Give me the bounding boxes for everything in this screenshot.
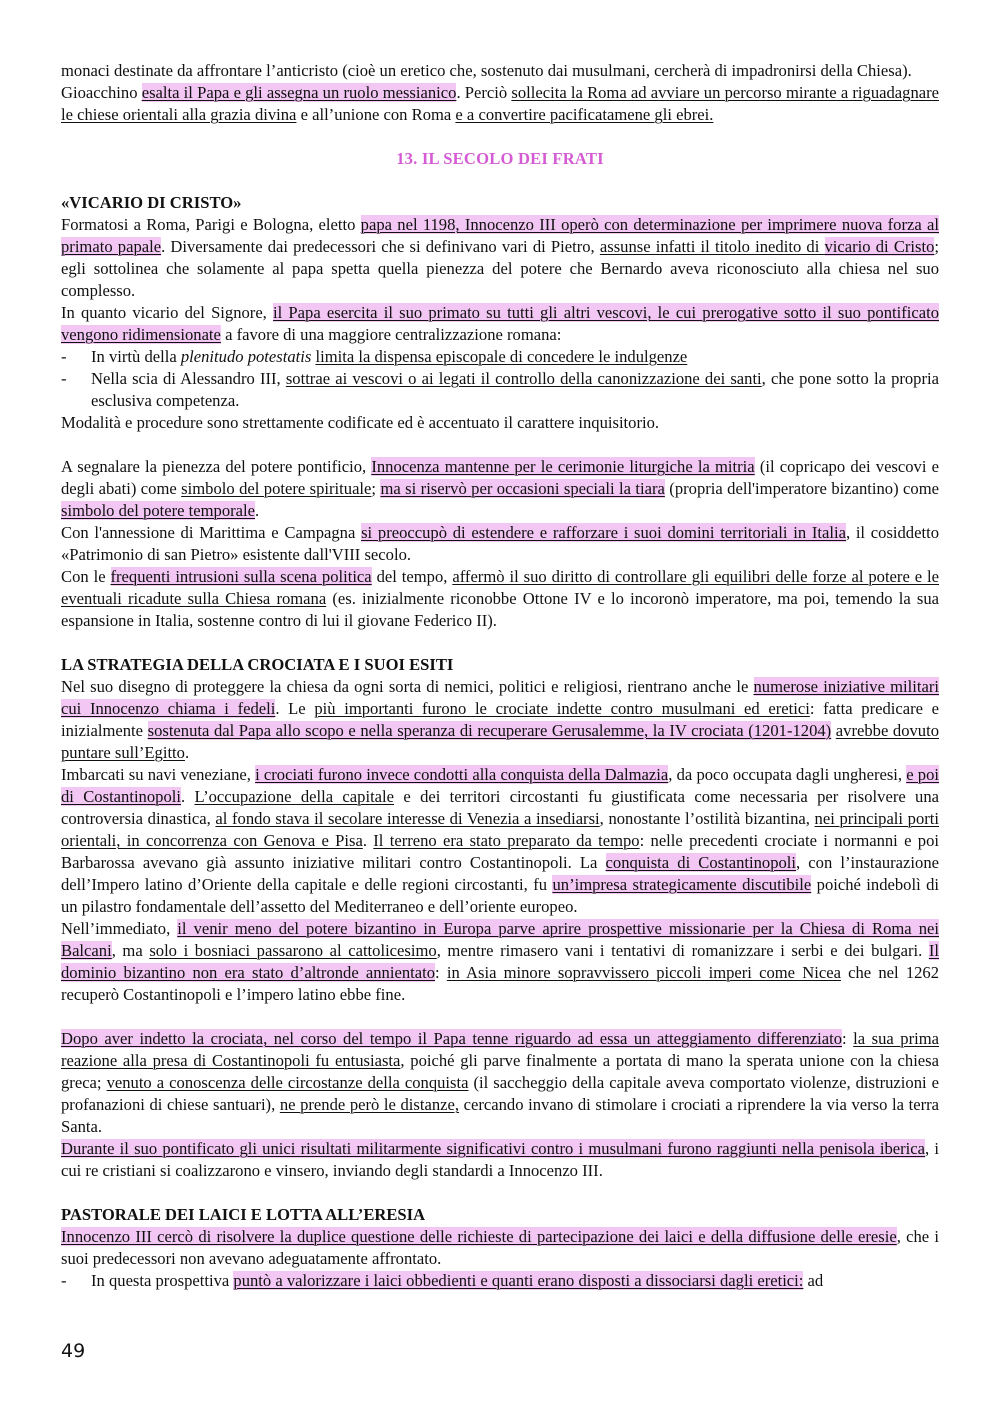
underlined-text: sottrae ai vescovi o ai legati il controllo della canonizzazione dei santi — [285, 369, 762, 388]
text: . — [180, 787, 195, 806]
text: , mentre rimasero vani i tentativi di romanizzare i serbi e dei bulgari. — [436, 941, 929, 960]
highlighted-text: i crociati furono invece condotti alla conquista della Dalmazia — [255, 765, 669, 784]
text: , che i suoi predecessori non avevano adeguatamente affrontato. — [61, 1227, 939, 1268]
paragraph — [61, 676, 939, 764]
text: . — [184, 743, 190, 762]
text: , il cosiddetto «Patrimonio di san Pietro» esistente dall'VIII secolo. — [61, 523, 939, 564]
page-number: 49 — [61, 1340, 86, 1362]
text: Nel suo disegno di proteggere la chiesa da ogni sorta di nemici, politici e religiosi, rientrano anche le — [61, 677, 754, 696]
text: (propria dell'imperatore bizantino) come — [664, 479, 939, 498]
underlined-text: L’occupazione della capitale — [194, 787, 395, 806]
underlined-text: venuto a conoscenza delle circostanze della conquista — [106, 1073, 469, 1092]
paragraph — [61, 456, 939, 522]
text: , i cui re cristiani si coalizzarono e vinsero, inviando degli standardi a Innocenzo III. — [61, 1139, 939, 1180]
highlighted-text: Dopo aver indetto la crociata, nel corso del tempo il Papa tenne riguardo ad essa un atteggiamento differenziato — [61, 1029, 842, 1048]
text: , che pone sotto la propria esclusiva competenza. — [91, 369, 939, 410]
highlighted-text: un’impresa strategicamente discutibile — [552, 875, 812, 894]
blank-line — [61, 434, 939, 456]
highlighted-text: esalta il Papa e gli assegna un ruolo messianico — [141, 83, 457, 102]
paragraph — [61, 1138, 939, 1182]
text: . Le — [275, 699, 315, 718]
text: che nel 1262 recuperò Costantinopoli e l’impero latino ebbe fine. — [61, 963, 940, 1004]
paragraph — [61, 566, 939, 632]
text: e dei territori circostanti fu giustificata come necessaria per risolvere una controversia dinastica, — [61, 787, 940, 828]
highlighted-text: conquista di Costantinopoli — [605, 853, 797, 872]
text: (es. inizialmente riconobbe Ottone IV e lo incoronò imperatore, ma poi, temendo la sua espansione in Italia, sostenne contro di lui il giovane Federico II). — [61, 589, 939, 630]
text: ; egli sottolinea che solamente al papa spetta quella pienezza del potere che Bernardo aveva riconosciuto alla chiesa nel suo complesso. — [61, 237, 940, 300]
blank-line — [61, 1006, 939, 1028]
underlined-text: nei principali porti orientali, in concorrenza con Genova e Pisa — [61, 809, 940, 850]
dash-list — [61, 346, 939, 412]
text: , poiché gli parve finalmente a portata di mano la sperata unione con la chiesa greca; — [61, 1051, 939, 1092]
text: Modalità e procedure sono strettamente codificate ed è accentuato il carattere inquisitorio. — [61, 413, 660, 432]
text: A segnalare la pienezza del potere pontificio, — [61, 457, 372, 476]
paragraph — [61, 302, 939, 346]
highlighted-text: numerose iniziative militari cui Innocenzo chiama i fedeli — [61, 677, 939, 718]
underlined-text: simbolo del potere spirituale — [181, 479, 372, 498]
list-item — [61, 1270, 939, 1292]
text: Imbarcati su navi veneziane, — [61, 765, 256, 784]
highlighted-text: papa nel 1198, Innocenzo III operò con determinazione per imprimere nuova forza al primato papale — [61, 215, 939, 256]
text: Con l'annessione di Marittima e Campagna — [61, 523, 362, 542]
underlined-text: e a convertire pacificatamene gli ebrei. — [455, 105, 714, 124]
paragraph — [61, 918, 939, 1006]
paragraph — [61, 1226, 939, 1270]
highlighted-text: puntò a valorizzare i laici obbedienti e quanti erano disposti a dissociarsi dagli eretici: — [233, 1271, 804, 1290]
underlined-text: la sua prima reazione alla presa di Costantinopoli fu entusiasta — [61, 1029, 939, 1070]
text: : fatta predicare e inizialmente — [61, 699, 940, 740]
underlined-text: assunse infatti il titolo inedito di — [599, 237, 825, 256]
underlined-text: ne prende però le distanze, — [279, 1095, 460, 1114]
text: In quanto vicario del Signore, — [61, 303, 274, 322]
underlined-text: al fondo stava il secolare interesse di Venezia a insediarsi — [215, 809, 600, 828]
underlined-text: affermò il suo diritto di controllare gli equilibri delle forze al potere e le eventuali ricadute sulla Chiesa romana — [61, 567, 940, 608]
highlighted-text: sostenuta dal Papa allo scopo e nella speranza di recuperare Gerusalemme, la IV crociata (1201-1204) — [147, 721, 832, 740]
text: . — [255, 501, 260, 520]
text: . Perciò — [456, 83, 512, 102]
text: ; — [371, 479, 381, 498]
paragraph — [61, 522, 939, 566]
paragraph — [61, 214, 939, 302]
text: . — [362, 831, 374, 850]
highlighted-text: il venir meno del potere bizantino in Europa parve aprire prospettive missionarie per la Chiesa di Roma nei Balcani — [61, 919, 939, 960]
highlighted-text: il Papa esercita il suo primato su tutti gli altri vescovi, le cui prerogative sotto il suo pontificato vengono ridimensionate — [61, 303, 939, 344]
text: monaci destinate da affrontare l’anticristo (cioè un eretico che, sostenuto dai musulmani, cercherà di impadronirsi della Chiesa). — [61, 61, 912, 80]
text: In questa prospettiva — [91, 1271, 234, 1290]
underlined-text: in Asia minore sopravvissero piccoli imperi come Nicea — [446, 963, 841, 982]
text: : — [435, 963, 447, 982]
underlined-text: limita la dispensa episcopale di concedere le indulgenze — [315, 347, 688, 366]
text: In virtù della — [91, 347, 181, 366]
text: , ma — [111, 941, 150, 960]
text: (il copricapo dei vescovi e degli abati) come — [61, 457, 939, 498]
text: . Diversamente dai predecessori che si definivano vari di Pietro, — [161, 237, 600, 256]
list-item — [61, 346, 939, 368]
section-title: LA STRATEGIA DELLA CROCIATA E I SUOI ESITI — [61, 655, 454, 674]
highlighted-text: e poi di Costantinopoli — [61, 765, 940, 806]
paragraph — [61, 1028, 939, 1138]
underlined-text: più importanti furono le crociate indette contro musulmani ed eretici — [314, 699, 810, 718]
text: poiché indebolì di un pilastro fondamentale dell’assetto del Mediterraneo e dell’oriente europeo. — [61, 875, 940, 916]
text: , da poco occupata dagli ungheresi, — [668, 765, 907, 784]
text: : nelle precedenti crociate i normanni e poi Barbarossa avevano già assunto iniziative militari contro Costantinopoli. La — [61, 831, 939, 872]
text: ad — [803, 1271, 824, 1290]
italic-text: plenitudo potestatis — [180, 347, 312, 366]
text: a favore di una maggiore centralizzazione romana: — [220, 325, 562, 344]
underlined-text: sollecita la Roma ad avviare un percorso mirante a riguadagnare le chiese orientali alla grazia divina — [61, 83, 939, 124]
chapter-title: 13. IL SECOLO DEI FRATI — [396, 149, 604, 168]
text: del tempo, — [371, 567, 453, 586]
text: Con le — [61, 567, 111, 586]
paragraph — [61, 412, 939, 434]
text: Nella scia di Alessandro III, — [91, 369, 286, 388]
dash-list — [61, 1270, 939, 1292]
text: e all’unione con Roma — [296, 105, 456, 124]
section-title: PASTORALE DEI LAICI E LOTTA ALL’ERESIA — [61, 1205, 426, 1224]
highlighted-text: ma si riservò per occasioni speciali la tiara — [380, 479, 665, 498]
highlighted-text: si preoccupò di estendere e rafforzare i suoi domini territoriali in Italia — [361, 523, 846, 542]
text: (il saccheggio della capitale aveva comportato violenze, distruzioni e profanazioni di chiese santuari), — [61, 1073, 939, 1114]
text: cercando invano di stimolare i crociati a riprendere la via verso la terra Santa. — [61, 1095, 939, 1136]
text: , con l’instaurazione dell’Impero latino d’Oriente della capitale e delle regioni circostanti, fu — [61, 853, 939, 894]
list-item — [61, 368, 939, 412]
text: , nonostante l’ostilità bizantina, — [599, 809, 815, 828]
text: Gioacchino — [61, 83, 142, 102]
text: Nell’immediato, — [61, 919, 178, 938]
paragraph — [61, 60, 939, 82]
underlined-text: Il terreno era stato preparato da tempo — [373, 831, 640, 850]
text: Formatosi a Roma, Parigi e Bologna, eletto — [61, 215, 361, 234]
highlighted-text: frequenti intrusioni sulla scena politica — [110, 567, 372, 586]
highlighted-text: Il dominio bizantino non era stato d’altronde annientato — [61, 941, 939, 982]
text: : — [842, 1029, 854, 1048]
underlined-text: solo i bosniaci passarono al cattolicesimo — [149, 941, 437, 960]
paragraph — [61, 82, 939, 126]
document-page — [61, 60, 939, 1292]
highlighted-text: Innocenza mantenne per le cerimonie liturgiche la mitria — [371, 457, 755, 476]
highlighted-text: vicario di Cristo — [824, 237, 935, 256]
underlined-text: avrebbe dovuto puntare sull’Egitto — [61, 721, 939, 762]
paragraph — [61, 764, 939, 918]
highlighted-text: Innocenzo III cercò di risolvere la duplice questione delle richieste di partecipazione dei laici e della diffusione delle eresie — [61, 1227, 897, 1246]
section-title: «VICARIO DI CRISTO» — [61, 193, 242, 212]
highlighted-text: Durante il suo pontificato gli unici risultati militarmente significativi contro i musulmani furono raggiunti nella penisola iberica — [61, 1139, 926, 1158]
highlighted-text: simbolo del potere temporale — [61, 501, 255, 520]
